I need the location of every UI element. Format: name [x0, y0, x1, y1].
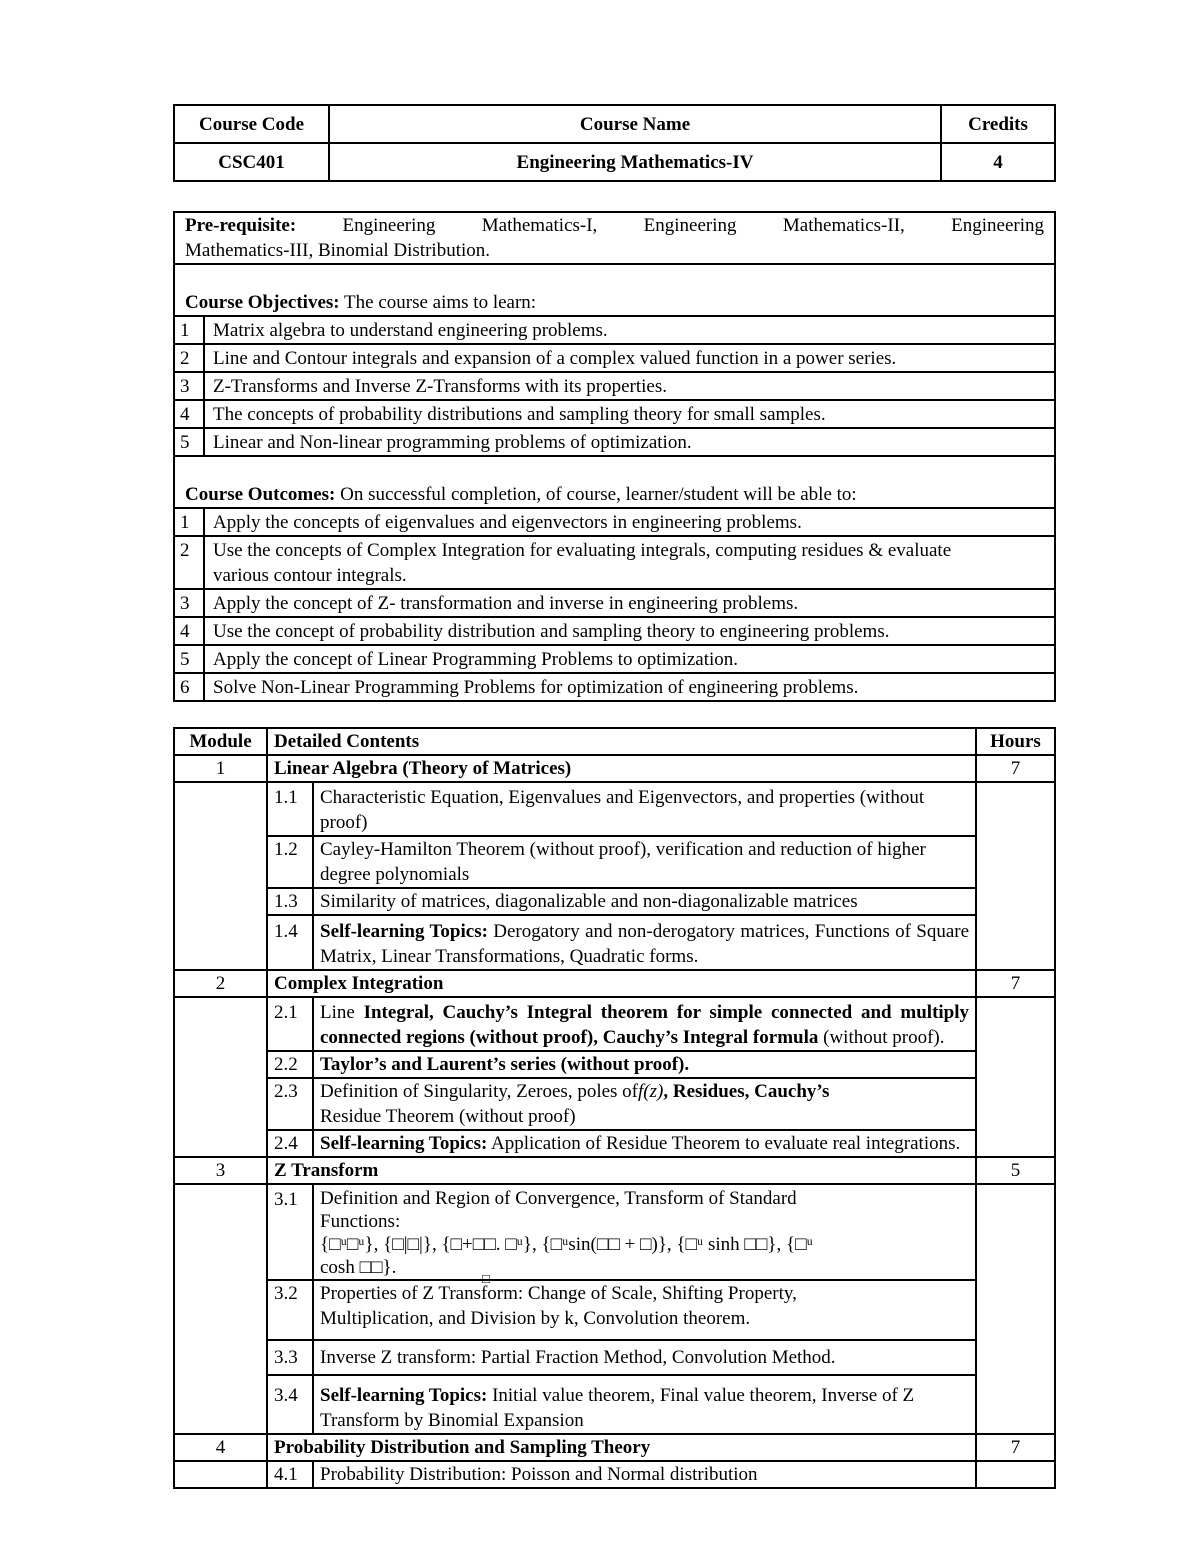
objectives-label: Course Objectives: — [185, 292, 340, 313]
modules-table — [173, 727, 1056, 1489]
objective-item: 3 Z-Transforms and Inverse Z-Transforms with its properties. — [174, 372, 1055, 400]
subtopic-row: 2.3 Definition of Singularity, Zeroes, poles off(z), Residues, Cauchy’s Residue Theorem (without proof) — [174, 1078, 1055, 1130]
outcomes-heading-row — [174, 456, 1055, 508]
outcome-item: 2 Use the concepts of Complex Integration for evaluating integrals, computing residues & evaluate various contour integrals. — [174, 536, 1055, 589]
objectives-intro: The course aims to learn: — [344, 292, 537, 313]
syllabus-document — [173, 104, 1056, 1489]
objective-item: 5 Linear and Non-linear programming problems of optimization. — [174, 428, 1055, 456]
course-info-value-row — [174, 143, 1055, 181]
outcome-item: 5 Apply the concept of Linear Programming Problems to optimization. — [174, 645, 1055, 673]
course-code-value: CSC401 — [174, 143, 329, 181]
course-name-header: Course Name — [329, 105, 941, 143]
prerequisite-label: Pre-requisite: — [185, 215, 297, 236]
credits-value: 4 — [941, 143, 1055, 181]
subtopic-row: 1.2 Cayley-Hamilton Theorem (without proof), verification and reduction of higher degree polynomials — [174, 836, 1055, 888]
subtopic-row: 2.4 Self-learning Topics: Application of Residue Theorem to evaluate real integrations. — [174, 1130, 1055, 1157]
objectives-outcomes-table — [173, 211, 1056, 702]
standard-functions-formula: {□ᵘ□ᵘ}, {□|□|}, {□+□□. □ᵘ}, {□ᵘsin(□□ + □)}, {□ᵘ sinh □□}, {□ᵘ — [320, 1234, 813, 1255]
objectives-heading-row — [174, 264, 1055, 316]
prerequisite-row — [174, 212, 1055, 264]
outcomes-intro: On successful completion, of course, learner/student will be able to: — [340, 484, 857, 505]
course-info-table — [173, 104, 1056, 182]
subtopic-row: 1.1 Characteristic Equation, Eigenvalues and Eigenvectors, and properties (without proof) — [174, 782, 1055, 836]
objective-item: 2 Line and Contour integrals and expansion of a complex valued function in a power series. — [174, 344, 1055, 372]
outcome-item: 1 Apply the concepts of eigenvalues and eigenvectors in engineering problems. — [174, 508, 1055, 536]
contents-header: Detailed Contents — [267, 728, 976, 755]
outcome-item: 6 Solve Non-Linear Programming Problems for optimization of engineering problems. — [174, 673, 1055, 701]
objective-item: 4 The concepts of probability distributions and sampling theory for small samples. — [174, 400, 1055, 428]
hours-header: Hours — [976, 728, 1055, 755]
subtopic-row: 3.3 Inverse Z transform: Partial Fraction Method, Convolution Method. — [174, 1340, 1055, 1375]
subtopic-row: 3.2 Properties of Z Transform: Change of Scale, Shifting Property, Multiplication, and Division by k, Convolution theorem. — [174, 1280, 1055, 1340]
subtopic-row: 1.4 Self-learning Topics: Derogatory and non-derogatory matrices, Functions of Square Matrix, Linear Transformations, Quadratic forms. — [174, 915, 1055, 970]
course-code-header: Course Code — [174, 105, 329, 143]
modules-header-row — [174, 728, 1055, 755]
subtopic-row: 3.1 Definition and Region of Convergence, Transform of Standard Functions: {□ᵘ□ᵘ}, {□|□|}, {□+□□. □ᵘ}, {□ᵘsin(□□ + □)}, {□ᵘ sinh □□}, {□ᵘ cosh □□}. □ — [174, 1184, 1055, 1280]
module-title-row: 1 Linear Algebra (Theory of Matrices) 7 — [174, 755, 1055, 782]
course-info-header-row — [174, 105, 1055, 143]
standard-functions-formula-cont: cosh □□}. — [320, 1257, 397, 1278]
credits-header: Credits — [941, 105, 1055, 143]
prerequisite-line2: Mathematics-III, Binomial Distribution. — [185, 240, 491, 261]
subtopic-row: 4.1 Probability Distribution: Poisson and Normal distribution — [174, 1461, 1055, 1488]
outcomes-label: Course Outcomes: — [185, 484, 336, 505]
subtopic-row: 2.2 Taylor’s and Laurent’s series (without proof). — [174, 1051, 1055, 1078]
module-title-row: 3 Z Transform 5 — [174, 1157, 1055, 1184]
objective-item: 1 Matrix algebra to understand engineering problems. — [174, 316, 1055, 344]
course-name-value: Engineering Mathematics-IV — [329, 143, 941, 181]
subtopic-row: 3.4 Self-learning Topics: Initial value theorem, Final value theorem, Inverse of Z Transform by Binomial Expansion — [174, 1375, 1055, 1434]
outcome-item: 3 Apply the concept of Z- transformation and inverse in engineering problems. — [174, 589, 1055, 617]
module-title-row: 4 Probability Distribution and Sampling Theory 7 — [174, 1434, 1055, 1461]
module-header: Module — [174, 728, 267, 755]
module-title-row: 2 Complex Integration 7 — [174, 970, 1055, 997]
subtopic-row: 2.1 Line Integral, Cauchy’s Integral theorem for simple connected and multiply connected regions (without proof), Cauchy’s Integral formula (without proof). — [174, 997, 1055, 1051]
outcome-item: 4 Use the concept of probability distribution and sampling theory to engineering problems. — [174, 617, 1055, 645]
prerequisite-line1: Engineering Mathematics-I, Engineering Mathematics-II, Engineering — [342, 215, 1044, 236]
formula-subscript: □ — [482, 1271, 490, 1286]
subtopic-row: 1.3 Similarity of matrices, diagonalizable and non-diagonalizable matrices — [174, 888, 1055, 915]
